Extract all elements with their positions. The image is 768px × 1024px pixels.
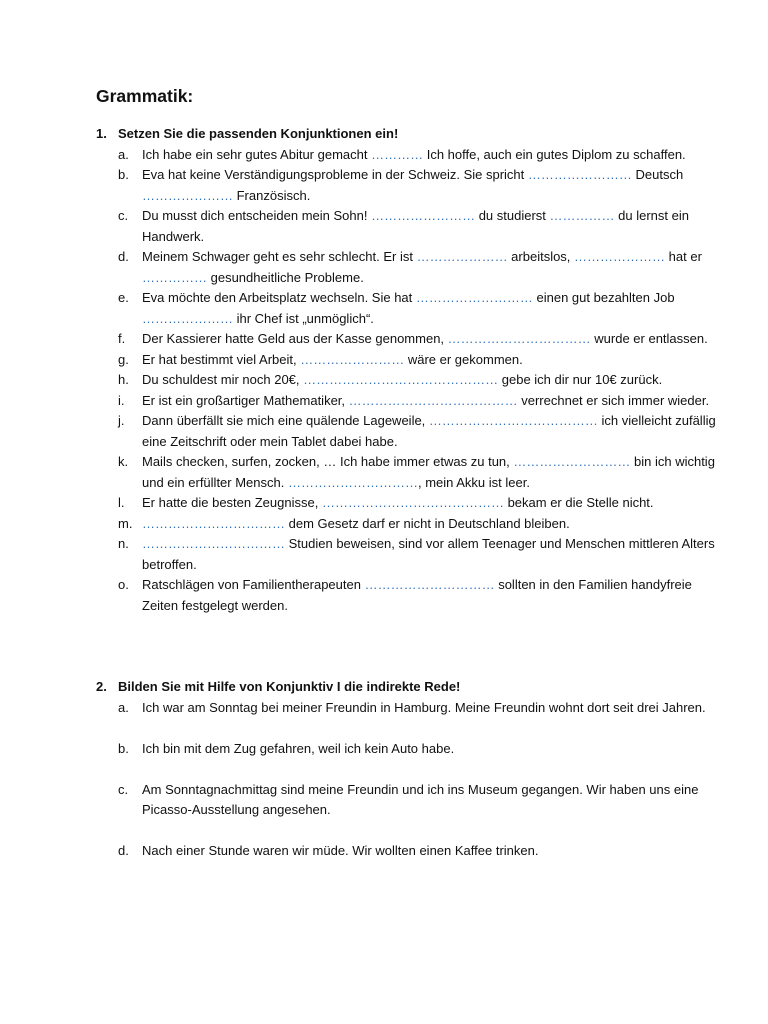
exercise-1-items xyxy=(96,145,716,617)
item-text: ich vielleicht zufällig eine Zeitschrift oder mein Tablet dabei habe. xyxy=(142,413,716,449)
exercise-item-d xyxy=(96,841,716,862)
fill-in-blank[interactable]: ………………………………… xyxy=(428,413,598,428)
item-label: c. xyxy=(118,781,129,797)
item-text: einen gut bezahlten Job xyxy=(532,290,675,305)
item-label: n. xyxy=(118,536,129,551)
fill-in-blank[interactable]: ……………………… xyxy=(415,290,533,305)
item-text: wäre er gekommen. xyxy=(404,351,523,367)
exercise-item-n xyxy=(96,534,716,575)
exercise-2-items xyxy=(96,698,716,862)
exercise-item-c xyxy=(96,206,716,247)
item-label: f. xyxy=(118,331,126,346)
exercise-item-b xyxy=(96,165,716,206)
item-text: Eva möchte den Arbeitsplatz wechseln. Sie hat xyxy=(142,290,416,305)
item-label: j. xyxy=(118,413,125,428)
exercise-item-m xyxy=(96,514,716,535)
fill-in-blank[interactable]: …………………… xyxy=(300,351,405,367)
exercise-2 xyxy=(96,677,716,882)
item-text: Mails checken, surfen, zocken, … Ich habe immer etwas zu tun, xyxy=(142,454,514,469)
item-label: c. xyxy=(118,208,129,223)
page-title: Grammatik: xyxy=(96,86,194,106)
item-label: d. xyxy=(118,249,129,264)
fill-in-blank[interactable]: …………………………… xyxy=(142,515,285,531)
item-text: ihr Chef ist „unmöglich“. xyxy=(233,310,374,326)
exercise-number: 1. xyxy=(96,126,107,141)
exercise-item-c xyxy=(96,780,716,821)
item-label: b. xyxy=(118,167,129,182)
item-text: Nach einer Stunde waren wir müde. Wir wollten einen Kaffee trinken. xyxy=(142,843,539,858)
fill-in-blank[interactable]: …………………………… xyxy=(142,536,285,551)
item-text: wurde er entlassen. xyxy=(590,331,708,346)
fill-in-blank[interactable]: …………………………… xyxy=(447,331,591,346)
exercise-instruction: Bilden Sie mit Hilfe von Konjunktiv I die indirekte Rede! xyxy=(118,679,461,694)
item-text: bekam er die Stelle nicht. xyxy=(503,495,654,510)
item-text: du lernst ein Handwerk. xyxy=(142,208,689,244)
item-text: Er hat bestimmt viel Arbeit, xyxy=(142,351,301,367)
fill-in-blank[interactable]: …………………… xyxy=(527,167,632,182)
item-text: hat er xyxy=(665,249,702,264)
exercise-item-f xyxy=(96,329,716,350)
item-label: o. xyxy=(118,577,129,592)
item-label: i. xyxy=(118,392,125,408)
fill-in-blank[interactable]: …………… xyxy=(549,208,615,223)
item-text: du studierst xyxy=(475,208,550,223)
fill-in-blank[interactable]: ………………………… xyxy=(287,474,418,490)
item-text: Studien beweisen, sind vor allem Teenager und Menschen mittleren Alters betroffen. xyxy=(142,536,715,572)
exercise-item-e xyxy=(96,288,716,329)
item-label: a. xyxy=(118,699,129,715)
item-text: Ich hoffe, auch ein gutes Diplom zu schaffen. xyxy=(423,146,686,162)
item-text: Deutsch xyxy=(631,167,684,182)
fill-in-blank[interactable]: ………………… xyxy=(574,249,666,264)
item-text: Ich habe ein sehr gutes Abitur gemacht xyxy=(142,146,372,162)
item-text: Du musst dich entscheiden mein Sohn! xyxy=(142,208,372,223)
exercise-item-a xyxy=(96,698,716,719)
item-text: Französisch. xyxy=(233,187,311,203)
item-text: Dann überfällt sie mich eine quälende Lageweile, xyxy=(142,413,429,428)
item-label: m. xyxy=(118,515,133,531)
item-text: gebe ich dir nur 10€ zurück. xyxy=(498,372,663,387)
item-text: sollten in den Familien handyfreie Zeiten festgelegt werden. xyxy=(142,577,692,613)
item-text: Eva hat keine Verständigungsprobleme in der Schweiz. Sie spricht xyxy=(142,167,528,182)
exercise-1 xyxy=(96,124,716,616)
item-text: Ratschlägen von Familientherapeuten xyxy=(142,577,365,592)
exercise-item-b xyxy=(96,739,716,760)
fill-in-blank[interactable]: ………………… xyxy=(416,249,508,264)
exercise-item-j xyxy=(96,411,716,452)
exercise-1-heading xyxy=(96,124,716,145)
exercise-item-k xyxy=(96,452,716,493)
fill-in-blank[interactable]: …………………………………… xyxy=(321,495,504,510)
fill-in-blank[interactable]: …………… xyxy=(142,269,207,285)
item-text: Er hatte die besten Zeugnisse, xyxy=(142,495,322,510)
item-text: Am Sonntagnachmittag sind meine Freundin und ich ins Museum gegangen. Wir haben uns eine Picasso-Ausstellung angesehen. xyxy=(142,781,699,817)
item-label: g. xyxy=(118,351,129,367)
item-text: , mein Akku ist leer. xyxy=(417,474,530,490)
exercise-number: 2. xyxy=(96,679,107,694)
fill-in-blank[interactable]: ………………… xyxy=(142,187,233,203)
item-text: gesundheitliche Probleme. xyxy=(207,269,364,285)
exercise-item-o xyxy=(96,575,716,616)
item-label: h. xyxy=(118,372,129,387)
item-label: d. xyxy=(118,843,129,858)
exercise-item-l xyxy=(96,493,716,514)
fill-in-blank[interactable]: ………… xyxy=(371,146,424,162)
item-text: bin ich wichtig und ein erfüllter Mensch. xyxy=(142,454,715,490)
item-label: e. xyxy=(118,290,129,305)
item-label: k. xyxy=(118,454,129,469)
item-text: Er ist ein großartiger Mathematiker, xyxy=(142,392,349,408)
item-text: verrechnet er sich immer wieder. xyxy=(517,392,710,408)
fill-in-blank[interactable]: ………………… xyxy=(142,310,233,326)
item-text: Meinem Schwager geht es sehr schlecht. Er ist xyxy=(142,249,417,264)
exercise-instruction: Setzen Sie die passenden Konjunktionen ein! xyxy=(118,126,399,141)
item-text: Ich war am Sonntag bei meiner Freundin in Hamburg. Meine Freundin wohnt dort seit drei Jahren. xyxy=(142,699,706,715)
exercise-item-h xyxy=(96,370,716,391)
item-text: Der Kassierer hatte Geld aus der Kasse genommen, xyxy=(142,331,448,346)
fill-in-blank[interactable]: ………………………… xyxy=(364,577,495,592)
item-text: Du schuldest mir noch 20€, xyxy=(142,372,304,387)
exercise-item-g xyxy=(96,350,716,371)
exercise-item-d xyxy=(96,247,716,288)
fill-in-blank[interactable]: …………………… xyxy=(371,208,476,223)
exercise-item-i xyxy=(96,391,716,412)
exercise-2-heading xyxy=(96,677,716,698)
exercise-item-a xyxy=(96,145,716,166)
item-text: arbeitslos, xyxy=(507,249,575,264)
fill-in-blank[interactable]: ……………………… xyxy=(513,454,631,469)
fill-in-blank[interactable]: ………………………………… xyxy=(348,392,518,408)
fill-in-blank[interactable]: ……………………………………… xyxy=(303,372,499,387)
item-text: dem Gesetz darf er nicht in Deutschland bleiben. xyxy=(285,515,570,531)
item-text: Ich bin mit dem Zug gefahren, weil ich kein Auto habe. xyxy=(142,740,455,756)
item-label: b. xyxy=(118,740,129,756)
item-label: l. xyxy=(118,495,125,510)
item-label: a. xyxy=(118,146,129,162)
